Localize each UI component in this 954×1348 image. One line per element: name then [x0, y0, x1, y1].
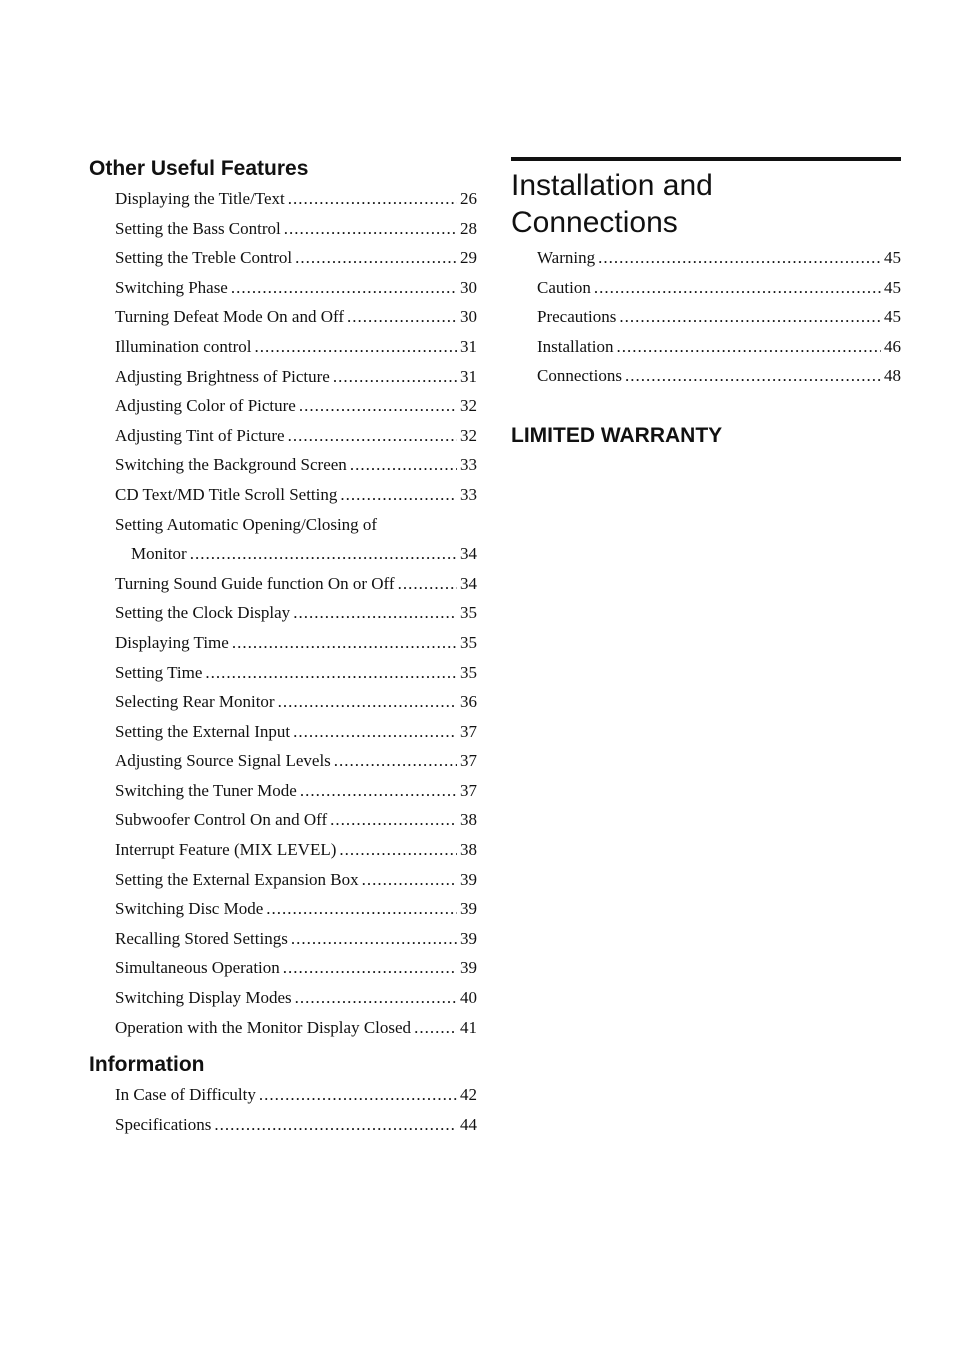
- toc-entry-page: 39: [460, 928, 477, 948]
- dot-leader: [288, 421, 457, 451]
- toc-entry[interactable]: [115, 894, 477, 924]
- toc-entry[interactable]: [115, 805, 477, 835]
- dot-leader: [347, 302, 457, 332]
- toc-entry-label: Switching Phase: [115, 277, 228, 297]
- toc-entry-page: 42: [460, 1085, 477, 1105]
- section-heading-other-useful-features: Other Useful Features: [89, 157, 309, 180]
- dot-leader: [598, 243, 881, 273]
- toc-entry-label: Selecting Rear Monitor: [115, 692, 275, 712]
- toc-entry-label: Interrupt Feature (MIX LEVEL): [115, 840, 337, 860]
- dot-leader: [299, 391, 457, 421]
- toc-entry[interactable]: [115, 332, 477, 362]
- toc-entry-page: 48: [884, 366, 901, 386]
- dot-leader: [625, 361, 881, 391]
- toc-entry-label: Switching Disc Mode: [115, 899, 264, 919]
- toc-entry[interactable]: [115, 1110, 477, 1140]
- toc-entry-page: 34: [460, 544, 477, 564]
- toc-entry[interactable]: [115, 687, 477, 717]
- toc-entry-page: 38: [460, 840, 477, 860]
- dot-leader: [300, 776, 457, 806]
- toc-entry-page: 46: [884, 336, 901, 356]
- toc-entry-label: Setting Time: [115, 662, 203, 682]
- toc-entry[interactable]: [115, 598, 477, 628]
- installation-toc: [511, 243, 901, 391]
- dot-leader: [619, 302, 881, 332]
- toc-entry-label: Setting the External Input: [115, 721, 291, 741]
- toc-entry-label: Switching the Tuner Mode: [115, 780, 297, 800]
- toc-entry-label: Setting the Bass Control: [115, 218, 281, 238]
- section-heading-limited-warranty[interactable]: LIMITED WARRANTY: [511, 423, 723, 447]
- section-heading-information: Information: [89, 1053, 205, 1077]
- toc-entry[interactable]: [537, 302, 901, 332]
- toc-entry[interactable]: [115, 243, 477, 273]
- toc-entry-page: 35: [460, 632, 477, 652]
- toc-entry-page: 35: [460, 662, 477, 682]
- toc-entry[interactable]: [115, 924, 477, 954]
- right-column: [511, 157, 901, 451]
- toc-entry-page: 37: [460, 751, 477, 771]
- toc-entry-page: 37: [460, 780, 477, 800]
- toc-entry-label: Operation with the Monitor Display Closed: [115, 1017, 412, 1037]
- toc-entry[interactable]: [115, 510, 477, 540]
- dot-leader: [214, 1110, 457, 1140]
- toc-entry-label: Subwoofer Control On and Off: [115, 810, 328, 830]
- dot-leader: [284, 214, 457, 244]
- toc-entry-page: 40: [460, 988, 477, 1008]
- toc-entry[interactable]: [115, 746, 477, 776]
- toc-entry[interactable]: [115, 450, 477, 480]
- dot-leader: [293, 717, 457, 747]
- toc-entry[interactable]: [115, 628, 477, 658]
- chapter-title-line-2: Connections: [511, 206, 678, 239]
- toc-entry[interactable]: [115, 835, 477, 865]
- toc-entry[interactable]: [115, 717, 477, 747]
- toc-entry[interactable]: [115, 1013, 477, 1043]
- toc-entry-label: Adjusting Source Signal Levels: [115, 751, 331, 771]
- toc-entry-label: Adjusting Tint of Picture: [115, 425, 285, 445]
- toc-entry-page: 26: [460, 189, 477, 208]
- toc-entry-label: Turning Defeat Mode On and Off: [115, 307, 344, 327]
- toc-entry[interactable]: [115, 480, 477, 510]
- dot-leader: [340, 480, 457, 510]
- information-toc: [89, 1080, 477, 1139]
- toc-entry-page: 28: [460, 218, 477, 238]
- toc-entry-label: Installation: [537, 336, 614, 356]
- toc-entry-page: 45: [884, 307, 901, 327]
- toc-entry-page: 39: [460, 869, 477, 889]
- toc-entry[interactable]: [115, 658, 477, 688]
- toc-entry-label: Caution: [537, 277, 591, 297]
- toc-entry-page: 32: [460, 425, 477, 445]
- dot-leader: [283, 953, 457, 983]
- toc-entry[interactable]: [115, 184, 477, 214]
- toc-entry-label: Setting Automatic Opening/Closing of: [115, 514, 378, 534]
- toc-entry-label: Recalling Stored Settings: [115, 928, 288, 948]
- toc-entry[interactable]: [115, 421, 477, 451]
- toc-entry-page: 30: [460, 277, 477, 297]
- dot-leader: [231, 273, 457, 303]
- toc-entry-label: Warning: [537, 248, 596, 267]
- dot-leader: [350, 450, 457, 480]
- toc-entry-label: Setting the Clock Display: [115, 603, 291, 623]
- toc-entry-label: Setting the Treble Control: [115, 248, 293, 268]
- chapter-title-installation: [511, 167, 901, 241]
- toc-entry-label: In Case of Difficulty: [115, 1085, 256, 1105]
- toc-entry[interactable]: [115, 569, 477, 599]
- toc-entry-label: Displaying the Title/Text: [115, 189, 285, 208]
- toc-entry-page: 41: [460, 1017, 477, 1037]
- toc-entry-page: 44: [460, 1114, 477, 1134]
- toc-entry-label: Switching Display Modes: [115, 988, 292, 1008]
- toc-entry-label: Illumination control: [115, 336, 252, 356]
- dot-leader: [334, 746, 457, 776]
- toc-entry-label: Specifications: [115, 1114, 212, 1134]
- dot-leader: [333, 362, 457, 392]
- dot-leader: [339, 835, 457, 865]
- toc-entry-page: 39: [460, 899, 477, 919]
- toc-entry-page: 34: [460, 573, 477, 593]
- dot-leader: [414, 1013, 457, 1043]
- toc-entry-label: Setting the External Expansion Box: [115, 869, 359, 889]
- toc-entry[interactable]: [115, 953, 477, 983]
- toc-entry-page: 31: [460, 366, 477, 386]
- toc-entry-label: Displaying Time: [115, 632, 229, 652]
- dot-leader: [190, 539, 457, 569]
- dot-leader: [295, 243, 457, 273]
- toc-entry-label: Simultaneous Operation: [115, 958, 280, 978]
- toc-entry[interactable]: [115, 983, 477, 1013]
- toc-entry-label: Precautions: [537, 307, 617, 327]
- dot-leader: [291, 924, 457, 954]
- dot-leader: [232, 628, 457, 658]
- toc-entry-page: 29: [460, 248, 477, 268]
- toc-entry-label: Monitor: [131, 544, 187, 564]
- toc-entry[interactable]: [537, 361, 901, 391]
- toc-entry-page: 32: [460, 396, 477, 416]
- dot-leader: [266, 894, 457, 924]
- toc-entry-page: 33: [460, 484, 477, 504]
- toc-entry-page: 33: [460, 455, 477, 475]
- toc-entry-label: Adjusting Color of Picture: [115, 396, 296, 416]
- dot-leader: [616, 332, 881, 362]
- toc-entry[interactable]: [115, 776, 477, 806]
- toc-entry[interactable]: [115, 539, 477, 569]
- toc-entry[interactable]: [115, 273, 477, 303]
- dot-leader: [205, 658, 457, 688]
- features-toc: [89, 184, 477, 1042]
- toc-entry-page: 30: [460, 307, 477, 327]
- dot-leader: [278, 687, 457, 717]
- toc-entry[interactable]: [115, 1080, 477, 1110]
- dot-leader: [295, 983, 457, 1013]
- toc-entry[interactable]: [115, 391, 477, 421]
- dot-leader: [398, 569, 457, 599]
- section-rule: [511, 157, 901, 161]
- dot-leader: [288, 184, 457, 214]
- dot-leader: [362, 865, 457, 895]
- toc-entry-label: Adjusting Brightness of Picture: [115, 366, 330, 386]
- toc-entry[interactable]: [115, 865, 477, 895]
- toc-entry-label: Switching the Background Screen: [115, 455, 347, 475]
- toc-entry[interactable]: [537, 243, 901, 273]
- dot-leader: [254, 332, 457, 362]
- toc-entry-page: 37: [460, 721, 477, 741]
- left-column: [89, 154, 477, 1139]
- toc-entry-page: 35: [460, 603, 477, 623]
- toc-entry[interactable]: [115, 362, 477, 392]
- dot-leader: [259, 1080, 457, 1110]
- toc-entry[interactable]: [115, 302, 477, 332]
- toc-entry-label: Connections: [537, 366, 622, 386]
- toc-entry[interactable]: [537, 273, 901, 303]
- chapter-title-line-1: Installation and: [511, 169, 713, 202]
- toc-entry[interactable]: [115, 214, 477, 244]
- toc-entry-page: 39: [460, 958, 477, 978]
- toc-entry-page: 45: [884, 277, 901, 297]
- toc-entry-page: 38: [460, 810, 477, 830]
- dot-leader: [594, 273, 881, 303]
- dot-leader: [330, 805, 457, 835]
- toc-entry-page: 36: [460, 692, 477, 712]
- toc-entry-label: CD Text/MD Title Scroll Setting: [115, 484, 338, 504]
- dot-leader: [293, 598, 457, 628]
- toc-entry-label: Turning Sound Guide function On or Off: [115, 573, 395, 593]
- toc-entry-page: 45: [884, 248, 901, 267]
- toc-entry[interactable]: [537, 332, 901, 362]
- toc-entry-page: 31: [460, 336, 477, 356]
